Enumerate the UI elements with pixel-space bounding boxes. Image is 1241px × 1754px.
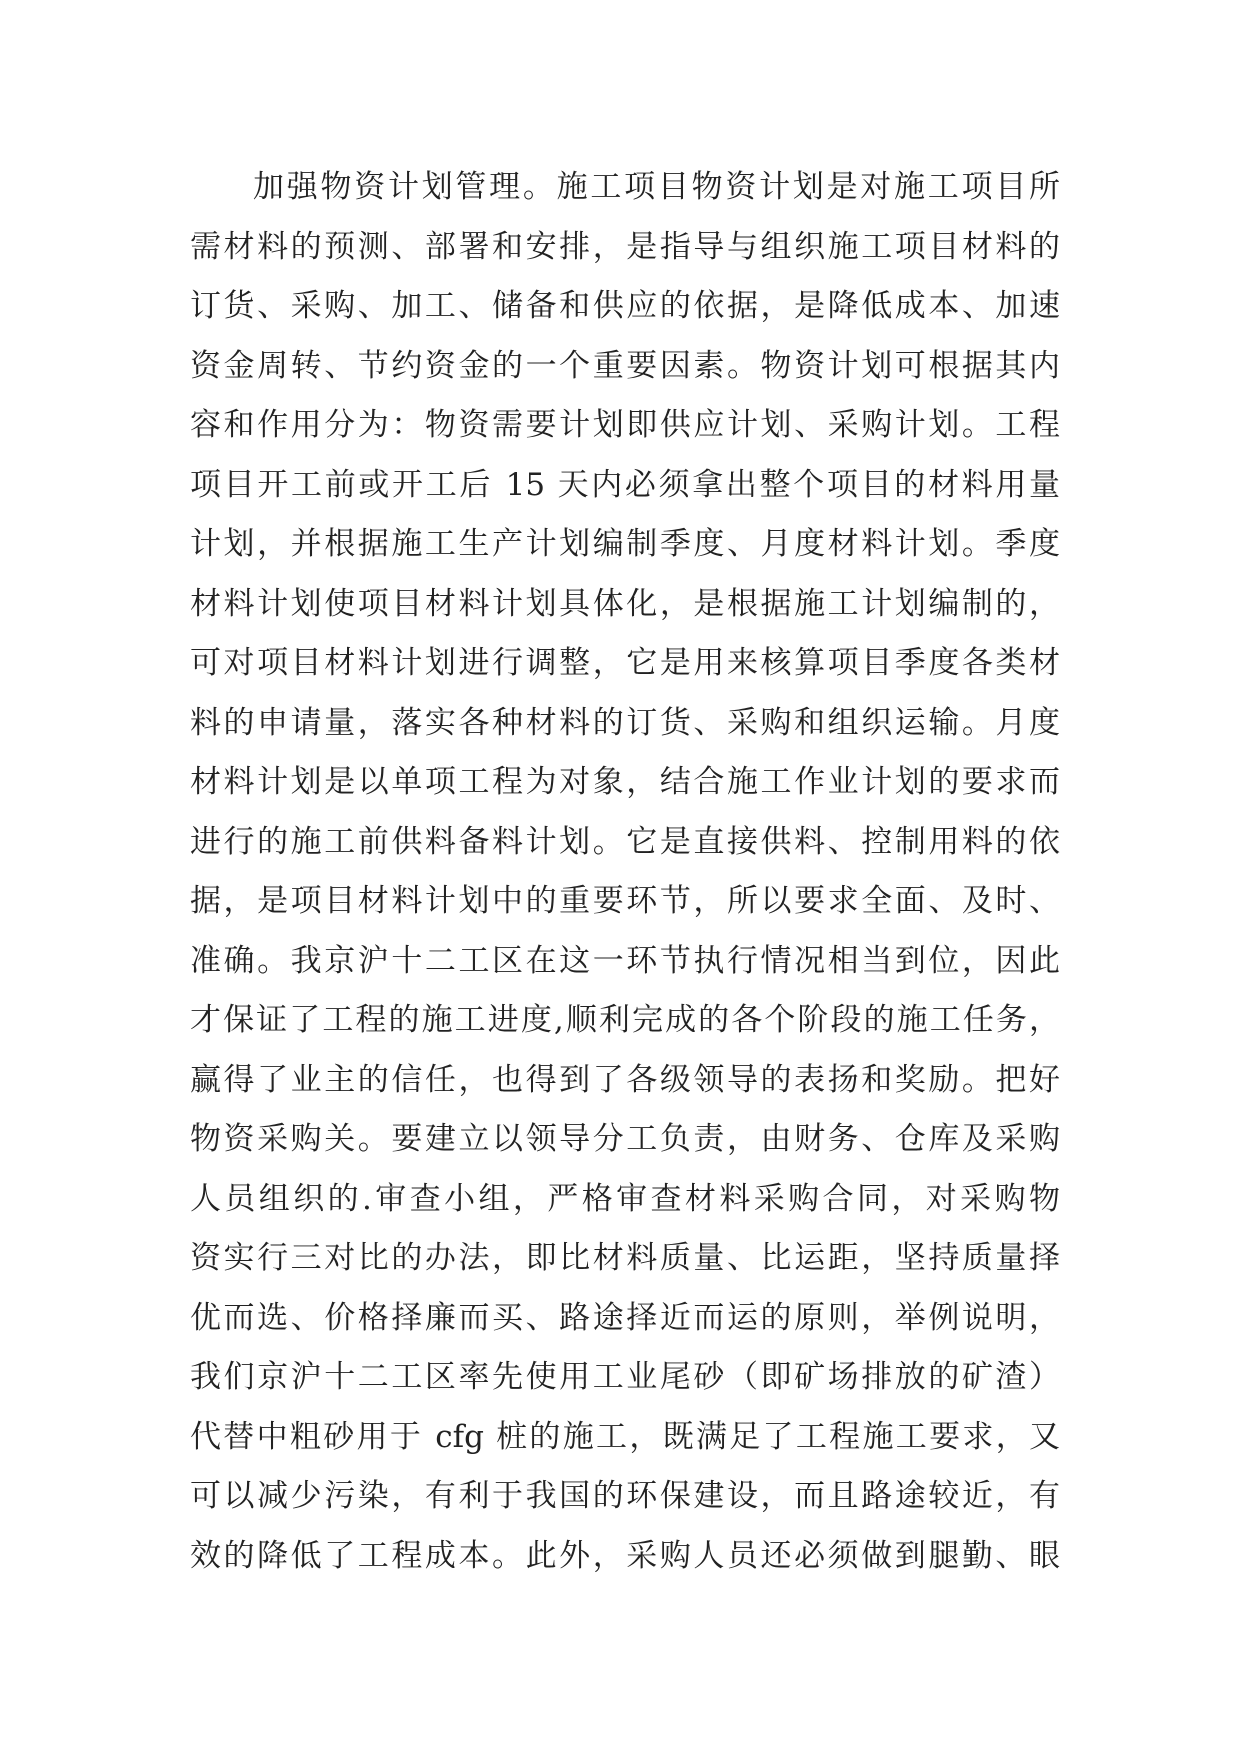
text-line: 订货、采购、加工、储备和供应的依据，是降低成本、加速	[190, 288, 1060, 324]
text-line: 代替中粗砂用于 cfg 桩的施工，既满足了工程施工要求，又	[190, 1418, 1060, 1455]
text-line: 计划，并根据施工生产计划编制季度、月度材料计划。季度	[190, 526, 1060, 562]
text-line: 人员组织的.审查小组，严格审查材料采购合同，对采购物	[190, 1180, 1060, 1217]
text-line: 进行的施工前供料备料计划。它是直接供料、控制用料的依	[190, 823, 1060, 860]
text-line: 效的降低了工程成本。此外，采购人员还必须做到腿勤、眼	[190, 1537, 1060, 1574]
text-line: 资实行三对比的办法，即比材料质量、比运距，坚持质量择	[190, 1240, 1060, 1276]
text-line: 赢得了业主的信任，也得到了各级领导的表扬和奖励。把好	[190, 1061, 1060, 1098]
text-line: 容和作用分为：物资需要计划即供应计划、采购计划。工程	[190, 407, 1060, 443]
text-line: 资金周转、节约资金的一个重要因素。物资计划可根据其内	[190, 347, 1060, 384]
text-line: 优而选、价格择廉而买、路途择近而运的原则，举例说明，	[190, 1299, 1060, 1336]
text-line: 加强物资计划管理。施工项目物资计划是对施工项目所	[253, 169, 1060, 205]
text-line: 料的申请量，落实各种材料的订货、采购和组织运输。月度	[190, 704, 1060, 741]
text-line: 材料计划使项目材料计划具体化，是根据施工计划编制的，	[190, 585, 1060, 622]
text-line: 材料计划是以单项工程为对象，结合施工作业计划的要求而	[190, 764, 1060, 800]
text-line: 可对项目材料计划进行调整，它是用来核算项目季度各类材	[190, 645, 1060, 681]
text-line: 项目开工前或开工后 15 天内必须拿出整个项目的材料用量	[190, 466, 1060, 503]
text-line: 我们京沪十二工区率先使用工业尾砂（即矿场排放的矿渣）	[190, 1359, 1060, 1395]
text-line: 需材料的预测、部署和安排，是指导与组织施工项目材料的	[190, 228, 1060, 265]
text-line: 准确。我京沪十二工区在这一环节执行情况相当到位，因此	[190, 942, 1060, 979]
text-line: 物资采购关。要建立以领导分工负责，由财务、仓库及采购	[190, 1121, 1060, 1157]
text-line: 可以减少污染，有利于我国的环保建设，而且路途较近，有	[190, 1478, 1060, 1514]
text-line: 才保证了工程的施工进度,顺利完成的各个阶段的施工任务，	[190, 1002, 1060, 1038]
body-paragraph	[190, 158, 1060, 1586]
text-line: 据，是项目材料计划中的重要环节，所以要求全面、及时、	[190, 883, 1060, 919]
